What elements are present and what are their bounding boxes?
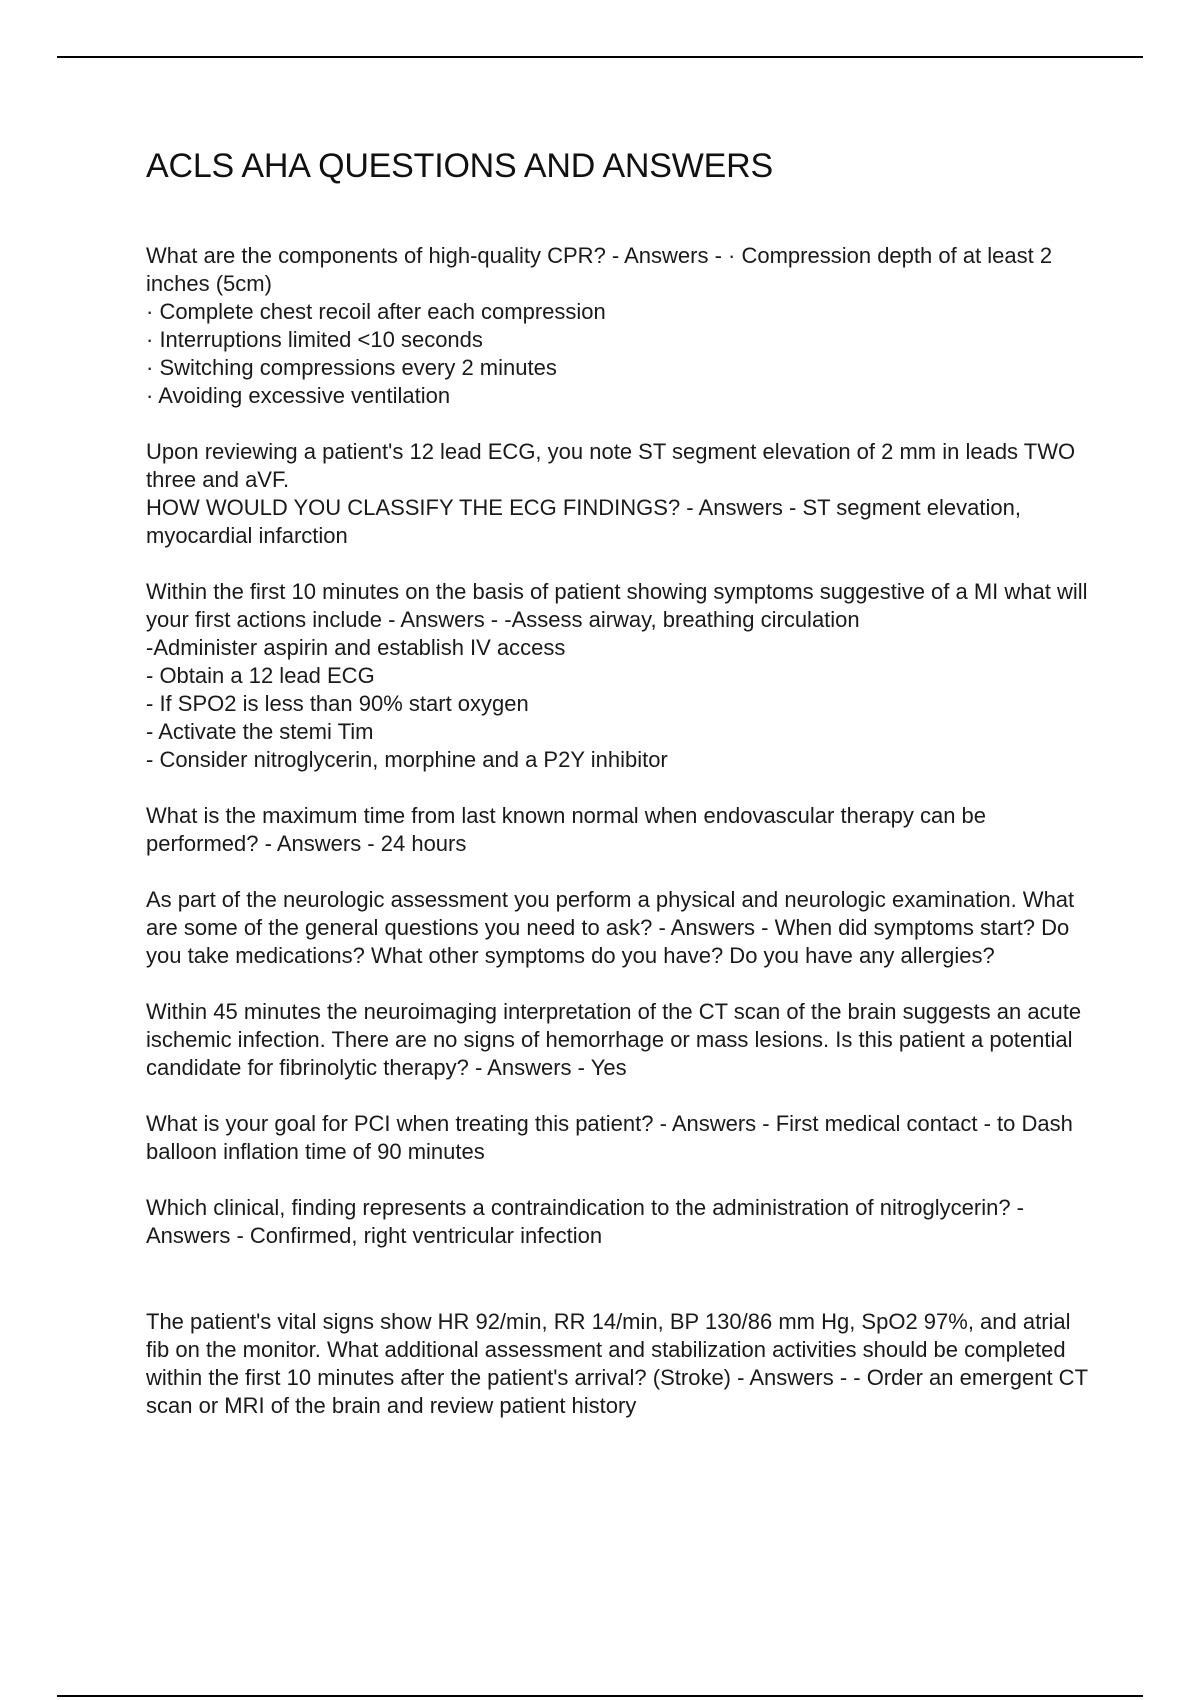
qa-item-nitroglycerin-contraindication: Which clinical, finding represents a contraindication to the administration of nitroglycerin? - Answers - Confirmed, right ventricular infection bbox=[146, 1195, 1024, 1248]
qa-item-ecg-classification: Upon reviewing a patient's 12 lead ECG, you note ST segment elevation of 2 mm in leads TWO three and aVF. HOW WOULD YOU CLASSIFY THE ECG FINDINGS? - Answers - ST segment elevation, myocardial infarction bbox=[146, 439, 1076, 548]
qa-item-pci-goal: What is your goal for PCI when treating this patient? - Answers - First medical contact - to Dash balloon inflation time of 90 minutes bbox=[146, 1111, 1073, 1164]
bottom-divider bbox=[57, 1695, 1143, 1697]
qa-item-fibrinolytic-candidate: Within 45 minutes the neuroimaging interpretation of the CT scan of the brain suggests an acute ischemic infection. There are no signs of hemorrhage or mass lesions. Is this patient a potential candidate for fibrinolytic therapy? - Answers - Yes bbox=[146, 999, 1082, 1080]
qa-list bbox=[146, 242, 1096, 1420]
qa-item-endovascular-window: What is the maximum time from last known normal when endovascular therapy can be performed? - Answers - 24 hours bbox=[146, 803, 987, 856]
qa-item-cpr-components: What are the components of high-quality CPR? - Answers - · Compression depth of at least 2 inches (5cm) · Complete chest recoil after each compression · Interruptions limited <10 seconds · Switching compressions every 2 minutes · Avoiding excessive ventilation bbox=[146, 243, 1053, 408]
document-title: ACLS AHA QUESTIONS AND ANSWERS bbox=[146, 147, 773, 185]
top-divider bbox=[57, 56, 1143, 58]
qa-item-mi-first-actions: Within the first 10 minutes on the basis of patient showing symptoms suggestive of a MI what will your first actions include - Answers - -Assess airway, breathing circulation -Administer aspirin and establish IV access - Obtain a 12 lead ECG - If SPO2 is less than 90% start oxygen - Activate the stemi Tim - Consider nitroglycerin, morphine and a P2Y inhibitor bbox=[146, 579, 1088, 772]
document-page bbox=[146, 140, 1096, 1448]
qa-item-stroke-assessment: The patient's vital signs show HR 92/min, RR 14/min, BP 130/86 mm Hg, SpO2 97%, and atrial fib on the monitor. What additional assessment and stabilization activities should be completed within the first 10 minutes after the patient's arrival? (Stroke) - Answers - - Order an emergent CT scan or MRI of the brain and review patient history bbox=[146, 1309, 1088, 1418]
qa-item-neurologic-questions: As part of the neurologic assessment you perform a physical and neurologic examination. What are some of the general questions you need to ask? - Answers - When did symptoms start? Do you take medications? What other symptoms do you have? Do you have any allergies? bbox=[146, 887, 1075, 968]
